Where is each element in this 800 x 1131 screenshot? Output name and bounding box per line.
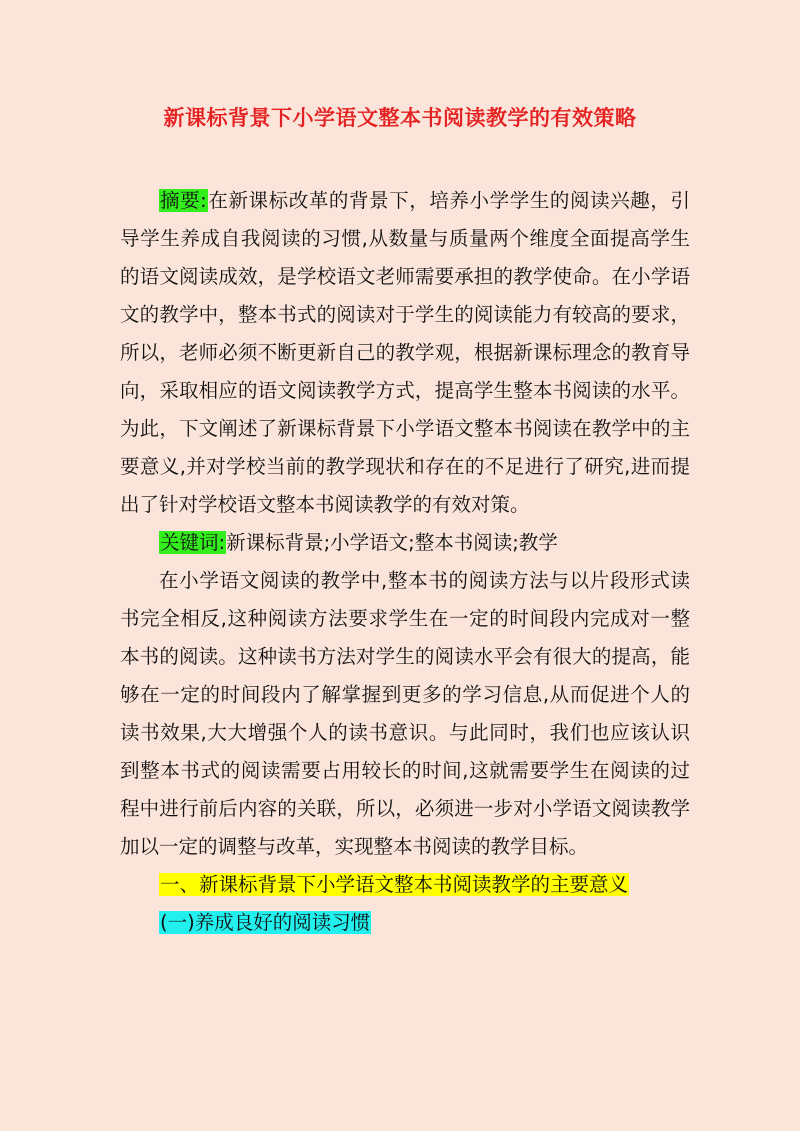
section-heading-text: 一、新课标背景下小学语文整本书阅读教学的主要意义 bbox=[160, 873, 629, 896]
intro-paragraph: 在小学语文阅读的教学中,整本书的阅读方法与以片段形式读书完全相反,这种阅读方法要求学生在一定的时间段内完成对一整本书的阅读。这种读书方法对学生的阅读水平会有很大的提高，能够在一定的时间段内了解掌握到更多的学习信息,从而促进个人的读书效果,大大增强个人的读书意识。与此同时，我们也应该认识到整本书式的阅读需要占用较长的时间,这就需要学生在阅读的过程中进行前后内容的关联，所以，必须进一步对小学语文阅读教学加以一定的调整与改革，实现整本书阅读的教学目标。 bbox=[120, 569, 690, 858]
document-body bbox=[120, 182, 690, 942]
section-heading bbox=[120, 866, 690, 904]
subsection-heading-text: (一)养成良好的阅读习惯 bbox=[160, 911, 371, 934]
keywords-paragraph bbox=[120, 524, 690, 562]
abstract-paragraph bbox=[120, 182, 690, 524]
keywords-label: 关键词: bbox=[160, 531, 226, 554]
abstract-label: 摘要: bbox=[160, 189, 207, 212]
keywords-text: 新课标背景;小学语文;整本书阅读;教学 bbox=[226, 531, 558, 554]
abstract-text: 在新课标改革的背景下，培养小学学生的阅读兴趣，引导学生养成自我阅读的习惯,从数量与质量两个维度全面提高学生的语文阅读成效，是学校语文老师需要承担的教学使命。在小学语文的教学中，整本书式的阅读对于学生的阅读能力有较高的要求，所以，老师必须不断更新自己的教学观，根据新课标理念的教育导向，采取相应的语文阅读教学方式，提高学生整本书阅读的水平。为此，下文阐述了新课标背景下小学语文整本书阅读在教学中的主要意义,并对学校当前的教学现状和存在的不足进行了研究,进而提出了针对学校语文整本书阅读教学的有效对策。 bbox=[120, 189, 690, 516]
document-title: 新课标背景下小学语文整本书阅读教学的有效策略 bbox=[163, 106, 637, 130]
subsection-heading bbox=[120, 904, 690, 942]
